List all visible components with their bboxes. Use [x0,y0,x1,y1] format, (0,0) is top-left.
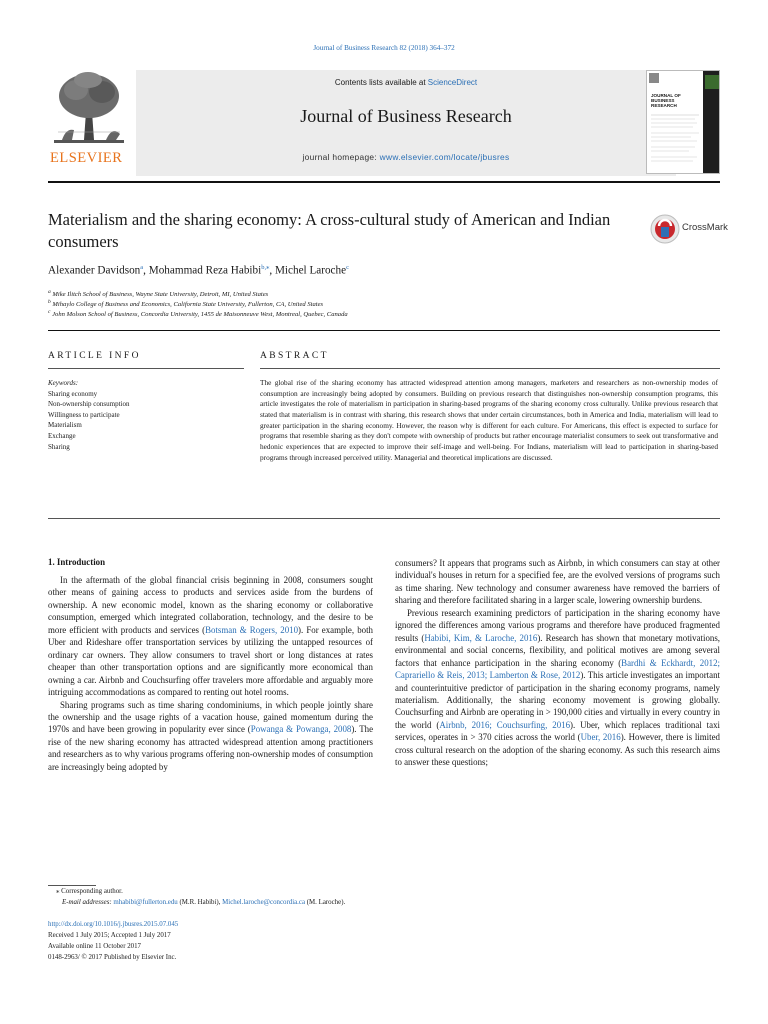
keyword-item: Materialism [48,421,82,430]
citation-link[interactable]: Airbnb, 2016; Couchsurfing, 2016 [439,719,571,730]
keyword-item: Sharing economy [48,389,98,398]
affiliation-text: John Molson School of Business, Concordia University, 1455 de Maisonneuve West, Montreal, Quebec, Canada [52,311,348,319]
cover-title-line: JOURNAL OF [651,93,681,98]
cover-title-line: RESEARCH [651,103,677,108]
email-link[interactable]: Michel.laroche@concordia.ca [222,899,306,906]
abstract-heading: ABSTRACT [260,351,329,361]
affiliation [48,289,268,298]
email-link[interactable]: mhabibi@fullerton.edu [113,899,178,906]
email-footnote [62,898,345,908]
affiliation-mark: b [48,299,51,305]
journal-cover-thumbnail[interactable] [646,70,720,174]
body-text: ). Uber, which replaces traditional taxi services, operates in > 370 cities across the world ( [395,719,720,743]
author-name[interactable]: Alexander Davidson [48,264,141,277]
author-affiliation-mark[interactable]: a [140,264,144,271]
body-text: In the aftermath of the global financial crisis beginning in 2008, consumers sought other means of gaining access to products and services aside from the burdens of ownership. A new economic model, known as the sharing economy or collaborative consumption, emerged which integrated collaboration, technology, and the desire to be more efficient with products and services ( [48,575,373,635]
cover-title [651,93,681,108]
abstract-bottom-rule [48,518,720,519]
email-owner: (M. Laroche). [305,899,346,906]
body-text: ). The rise of the new sharing economy has attracted widespread attention among practitioners and researchers as to why various programs offering non-ownership modes of consumption are increasingly being adopted by [48,724,374,772]
contents-prefix: Contents lists available at [334,78,428,87]
affiliation [48,309,348,318]
section-heading-introduction: 1. Introduction [48,557,106,567]
abstract-text: The global rise of the sharing economy has attracted widespread attention among managers, marketers and researchers as non-ownership modes of consumption are increasingly being adopted by consumers. Building on previous research that distinguishes non-ownership consumption programs, this article investigates the role of materialism in participation in sharing-based programs of the sharing economy cross culturally. Unlike previous research that stated that materialism is in contrast with sharing, this research shows that under certain circumstances, both in America and India, materialism will lead to greater participation in the sharing economy. However, the reason why is different for each culture. For Americans, this effect is expected to surface for programs that resemble sharing as they don't compete with ownership of products but rather encourage materialist consumers to seek out transformative and hedonic experiences that are expected to improve their self-image and well-being. For Indians, materialism will lead to participation in sharing-based programs through increased perceived utility. Managerial and theoretical implications are discussed. [260,378,718,462]
body-text: ). This article investigates an important and counterintuitive predictor of participation in the sharing economy programs, namely materialism. Additionally, the sharing economy movement is growing globally. Couchsurfing and Airbnb are operating in > 190,000 cities and virtually in every country in the world ( [395,670,720,730]
doi-text[interactable]: http://dx.doi.org/10.1016/j.jbusres.2015.07.045 [48,921,179,928]
author-name[interactable]: Mohammad Reza Habibi [148,264,262,277]
keyword-item: Sharing [48,442,70,451]
online-date: Available online 11 October 2017 [48,943,141,950]
author-list [48,263,349,277]
journal-title: Journal of Business Research [300,106,512,126]
journal-citation-link[interactable]: Journal of Business Research 82 (2018) 364–372 [313,44,455,52]
citation-link[interactable]: Bardhi & Eckhardt, 2012; Caprariello & Reis, 2013; Lamberton & Rose, 2012 [395,657,720,681]
affiliation-text: Mike Ilitch School of Business, Wayne State University, Detroit, MI, United States [52,291,269,299]
copyright-line: 0148-2963/ © 2017 Published by Elsevier Inc. [48,954,177,961]
homepage-link[interactable]: www.elsevier.com/locate/jbusres [379,152,510,162]
cover-title-line: BUSINESS [651,98,675,103]
body-text: ). However, there is limited cross cultural research on the adoption of the sharing economy. As such this research aims to answer these questions; [395,732,720,768]
author-separator: , [143,264,149,277]
body-paragraph [48,699,373,774]
journal-homepage [136,152,676,162]
citation-link[interactable]: Powanga & Powanga, 2008 [250,724,352,735]
crossmark-badge[interactable] [650,212,730,246]
section-divider [48,330,720,331]
article-info-heading: ARTICLE INFO [48,351,141,361]
sciencedirect-link[interactable]: ScienceDirect [427,78,478,87]
body-paragraph [395,557,720,607]
citation-link[interactable]: Botsman & Rogers, 2010 [205,624,299,635]
body-text: consumers? It appears that programs such as Airbnb, in which consumers can stay at other individual's houses in return for a specified fee, are the evolved versions of programs such as time sharing. New technology and consumer awareness have removed the barriers of sharing and therefore facilitated sharing in a larger scale, lowering ownership burdens. [395,558,720,606]
keyword-item: Willingness to participate [48,410,120,419]
crossmark-label: CrossMark [682,222,728,233]
keyword-item: Non-ownership consumption [48,400,130,409]
body-text: Previous research examining predictors of participation in the sharing economy have ignored the differences among various programs and therefore have produced fragmented results ( [395,607,720,643]
citation-link[interactable]: Uber, 2016 [580,732,621,743]
body-text: ). For example, both Uber and Rideshare offer transportation services by utilizing the untapped resources of ordinary car owners. They allow consumers to travel short or long distances at rates cheaper than other transportation options and are significantly more economical than owning a car. Airbnb and Couchsurfing offer travelers more affordable and arguably more intriguing accommodations as compared to renting out hotel rooms. [48,624,373,698]
affiliation-mark: a [48,289,51,295]
homepage-label: journal homepage: [302,152,380,162]
affiliation-mark: c [48,309,51,315]
body-column-right [395,557,720,769]
corresponding-author-note: ⁎ Corresponding author. [56,888,123,895]
elsevier-tree-logo [48,70,130,166]
affiliation [48,299,323,308]
doi-link[interactable] [48,920,178,930]
contents-availability [136,78,676,87]
header-divider [48,181,720,183]
author-name[interactable]: Michel Laroche [274,264,347,277]
abstract-rule [260,368,720,369]
received-dates: Received 1 July 2015; Accepted 1 July 2017 [48,932,171,939]
body-paragraph [48,574,373,699]
body-column-left [48,574,373,773]
author-affiliation-mark[interactable]: b,⁎ [261,264,270,271]
keyword-item: Exchange [48,431,76,440]
keywords-label: Keywords: [48,379,79,387]
footnote-rule [48,885,96,886]
affiliation-text: Mihaylo College of Business and Economics, California State University, Fullerton, CA, United States [52,301,324,309]
body-text: Sharing programs such as time sharing condominiums, in which people jointly share the ownership and the usage rights of a vacation house, gained momentum during the 1970s and have been growing in popularity ever since ( [48,699,373,735]
publisher-wordmark: ELSEVIER [50,150,123,166]
citation-link[interactable]: Habibi, Kim, & Laroche, 2016 [424,632,538,643]
author-separator: , [269,264,275,277]
journal-masthead [48,70,720,182]
body-text: ). Research has shown that monetary motivations, environmental and social concerns, flexibility, and political motives are among several factors that enhance participation in the sharing economy ( [395,632,720,668]
masthead-band [136,70,676,176]
body-paragraph [395,607,720,769]
keywords-block [48,378,129,452]
email-owner: (M.R. Habibi), [177,899,223,906]
author-affiliation-mark[interactable]: c [346,264,349,271]
crossmark-icon [650,214,680,244]
email-label: E-mail addresses: [62,899,114,906]
article-info-rule [48,368,244,369]
article-title: Materialism and the sharing economy: A cross-cultural study of American and Indian consumers [48,210,611,251]
